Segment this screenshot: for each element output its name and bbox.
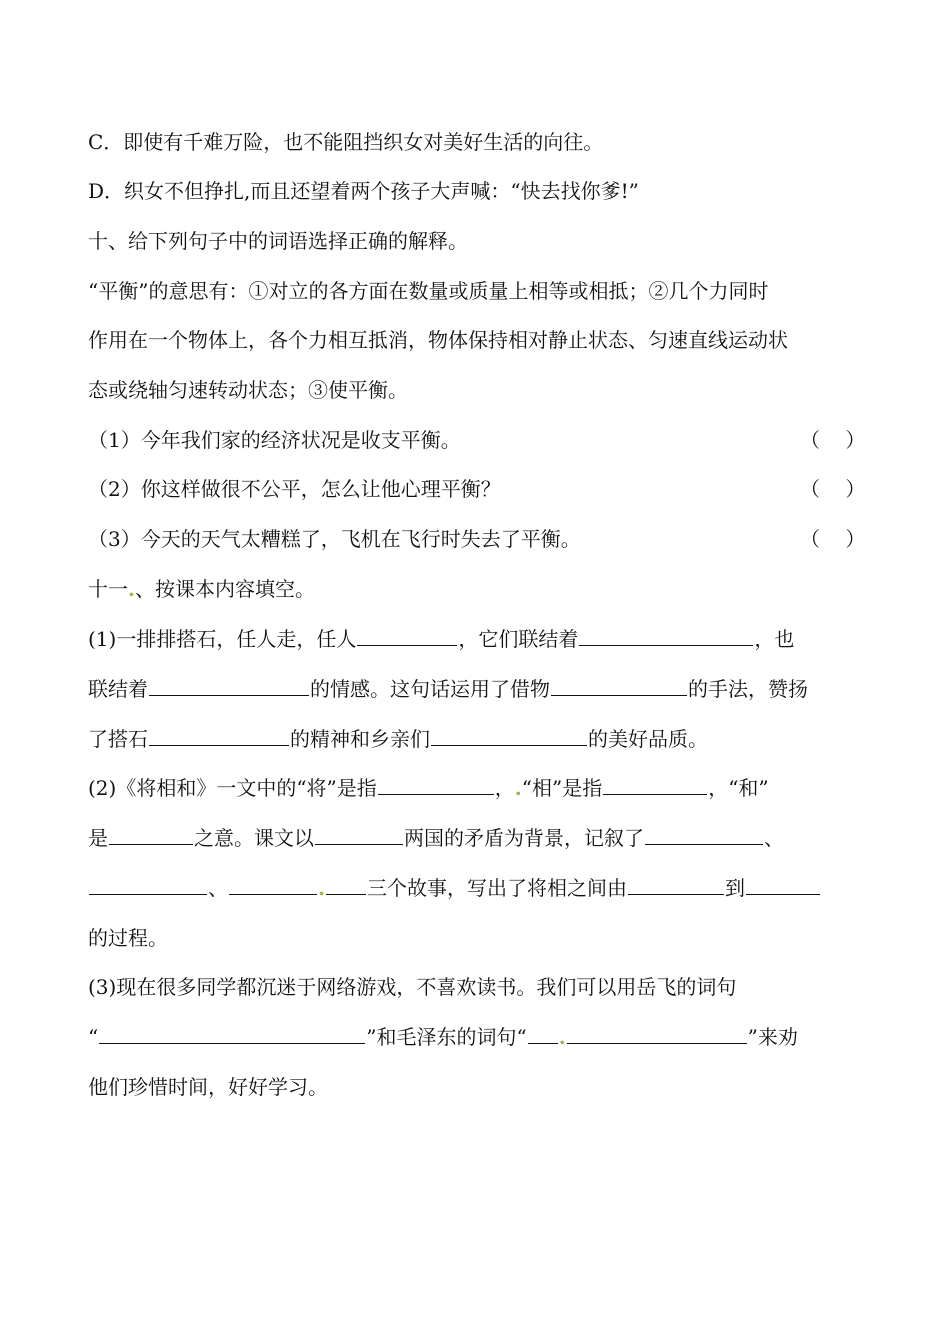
section-11-heading: 十一.、按课本内容填空。: [88, 577, 315, 601]
q1-line-1: (1)一排排搭石，任人走，任人 ，它们联结着 ，也: [88, 627, 795, 651]
fill-blank[interactable]: [229, 874, 317, 895]
q3-line-3: 他们珍惜时间，好好学习。: [88, 1075, 328, 1099]
fill-blank[interactable]: [326, 874, 366, 895]
section-10-heading: 十、给下列句子中的词语选择正确的解释。: [88, 229, 468, 253]
fill-blank[interactable]: [99, 1023, 365, 1044]
fill-blank[interactable]: [315, 824, 403, 845]
fill-blank[interactable]: [645, 824, 763, 845]
fill-blank[interactable]: [149, 675, 309, 696]
fill-blank[interactable]: [746, 874, 820, 895]
fill-blank[interactable]: [357, 625, 457, 646]
q3-line-1: (3)现在很多同学都沉迷于网络游戏，不喜欢读书。我们可以用岳飞的词句: [88, 975, 737, 999]
fill-blank[interactable]: [579, 625, 753, 646]
dot-mark: .: [128, 577, 135, 601]
question-text: （2）你这样做很不公平，怎么让他心理平衡？: [88, 477, 501, 501]
question-text: （3）今天的天气太糟糕了，飞机在飞行时失去了平衡。: [88, 527, 581, 551]
answer-parentheses[interactable]: （ ）: [800, 428, 866, 452]
dot-mark: .: [318, 876, 325, 900]
fill-blank[interactable]: [89, 874, 207, 895]
fill-blank[interactable]: [149, 725, 289, 746]
dot-mark: .: [558, 1025, 566, 1049]
q2-line-2: 是 之意。课文以 两国的矛盾为背景，记叙了 、: [88, 826, 784, 850]
fill-blank[interactable]: [528, 1023, 558, 1044]
q2-line-1: (2)《将相和》一文中的“将”是指 ，.“相”是指 ，“和”: [88, 776, 769, 800]
fill-blank[interactable]: [567, 1023, 747, 1044]
fill-blank[interactable]: [109, 824, 193, 845]
dot-mark: .: [514, 776, 522, 800]
q3-line-2: “ ”和毛泽东的词句“ . ”来劝: [88, 1025, 798, 1049]
question-text: （1）今年我们家的经济状况是收支平衡。: [88, 428, 461, 452]
definition-line-2: 作用在一个物体上，各个力相互抵消，物体保持相对静止状态、匀速直线运动状: [88, 328, 788, 352]
option-c: C．即使有千难万险，也不能阻挡织女对美好生活的向往。: [88, 130, 604, 154]
question-item-1: [88, 426, 868, 454]
q2-line-3: 、 . 三个故事，写出了将相之间由 到: [88, 874, 868, 902]
definition-line-3: 态或绕轴匀速转动状态；③使平衡。: [88, 378, 408, 402]
answer-parentheses[interactable]: （ ）: [800, 527, 866, 551]
q2-line-4: 的过程。: [88, 926, 168, 950]
fill-blank[interactable]: [378, 774, 494, 795]
question-item-3: [88, 525, 868, 553]
fill-blank[interactable]: [551, 675, 687, 696]
question-item-2: [88, 475, 868, 503]
fill-blank[interactable]: [431, 725, 587, 746]
definition-line-1: “平衡”的意思有：①对立的各方面在数量或质量上相等或相抵；②几个力同时: [88, 279, 769, 303]
fill-blank[interactable]: [603, 774, 707, 795]
q1-line-2: 联结着 的情感。这句话运用了借物 的手法，赞扬: [88, 677, 808, 701]
q1-line-3: 了搭石 的精神和乡亲们 的美好品质。: [88, 727, 708, 751]
answer-parentheses[interactable]: （ ）: [800, 477, 866, 501]
option-d: D．织女不但挣扎,而且还望着两个孩子大声喊：“快去找你爹!”: [88, 179, 639, 203]
fill-blank[interactable]: [628, 874, 724, 895]
